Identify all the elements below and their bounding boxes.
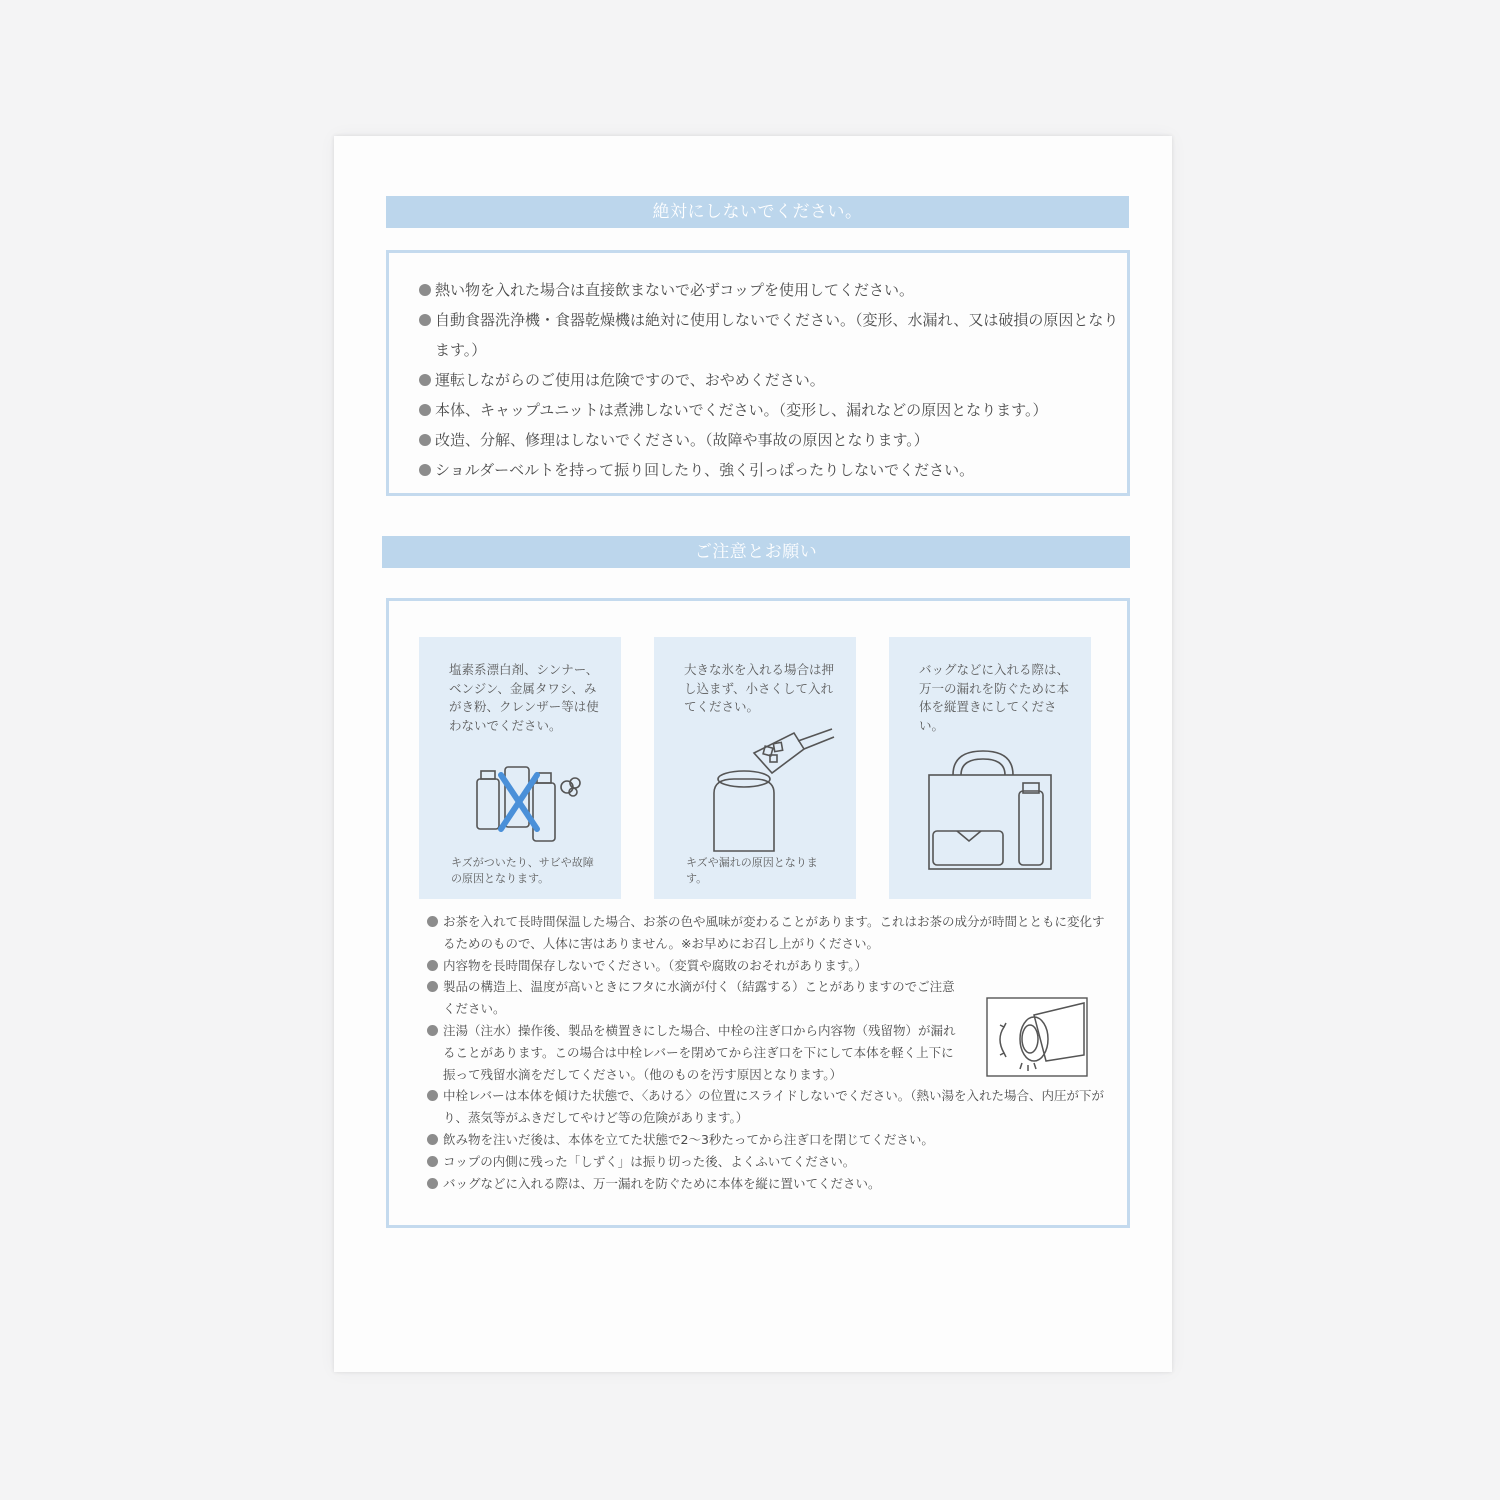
section-title-prohibited: 絶対にしないでください。: [652, 202, 863, 222]
list-item: 本体、キャップユニットは煮沸しないでください。（変形し、漏れなどの原因となります。）: [419, 395, 1119, 425]
bag-upright-icon: [923, 745, 1063, 875]
section-header-caution: [382, 536, 1130, 568]
caution-box: [386, 598, 1130, 1228]
list-item: 熱い物を入れた場合は直接飲まないで必ずコップを使用してください。: [419, 275, 1119, 305]
section-header-prohibited: [386, 196, 1129, 228]
ice-scoop-icon: [694, 723, 844, 853]
caution-panel-ice: [654, 637, 856, 899]
list-item: 注湯（注水）操作後、製品を横置きにした場合、中栓の注ぎ口から内容物（残留物）が漏れることがあります。この場合は中栓レバーを閉めてから注ぎ口を下にして本体を軽く上下に振って残留水滴をだしてください。（他のものを汚す原因となります。）: [427, 1020, 1107, 1085]
caution-panel-chemicals: [419, 637, 621, 899]
panel-text: バッグなどに入れる際は、万一の漏れを防ぐために本体を縦置きにしてください。: [919, 662, 1070, 733]
list-item: 製品の構造上、温度が高いときにフタに水滴が付く（結露する）ことがありますのでご注意ください。: [427, 976, 1107, 1020]
panel-text: 塩素系漂白剤、シンナー、ベンジン、金属タワシ、みがき粉、クレンザー等は使わないでください。: [449, 662, 599, 733]
list-item: 改造、分解、修理はしないでください。（故障や事故の原因となります。）: [419, 425, 1119, 455]
panel-note: キズや漏れの原因となります。: [686, 856, 818, 885]
list-item: バッグなどに入れる際は、万一漏れを防ぐために本体を縦に置いてください。: [427, 1173, 1107, 1195]
section-title-caution: ご注意とお願い: [694, 542, 818, 562]
panel-text: 大きな氷を入れる場合は押し込まず、小さくして入れてください。: [684, 662, 835, 714]
instruction-sheet: [334, 136, 1172, 1372]
list-item: 内容物を長時間保存しないでください。（変質や腐敗のおそれがあります。）: [427, 955, 1107, 977]
list-item: ショルダーベルトを持って振り回したり、強く引っぱったりしないでください。: [419, 455, 1119, 485]
prohibited-box: [386, 250, 1130, 496]
list-item: お茶を入れて長時間保温した場合、お茶の色や風味が変わることがあります。これはお茶の成分が時間とともに変化するためのもので、人体に害はありません。※お早めにお召し上がりください。: [427, 911, 1107, 955]
panel-note: キズがついたり、サビや故障の原因となります。: [451, 856, 594, 885]
list-item: 中栓レバーは本体を傾けた状態で、〈あける〉の位置にスライドしないでください。（熱い湯を入れた場合、内圧が下がり、蒸気等がふきだしてやけど等の危険があります。）: [427, 1085, 1107, 1129]
no-chemicals-icon: [469, 757, 589, 847]
caution-panel-bag: [889, 637, 1091, 899]
prohibited-list: [419, 275, 1119, 485]
list-item: 飲み物を注いだ後は、本体を立てた状態で2〜3秒たってから注ぎ口を閉じてください。: [427, 1129, 1107, 1151]
list-item: 自動食器洗浄機・食器乾燥機は絶対に使用しないでください。（変形、水漏れ、又は破損の原因となります。）: [419, 305, 1119, 365]
bottle-shake-icon: [986, 997, 1088, 1077]
list-item: 運転しながらのご使用は危険ですので、おやめください。: [419, 365, 1119, 395]
list-item: コップの内側に残った「しずく」は振り切った後、よくふいてください。: [427, 1151, 1107, 1173]
